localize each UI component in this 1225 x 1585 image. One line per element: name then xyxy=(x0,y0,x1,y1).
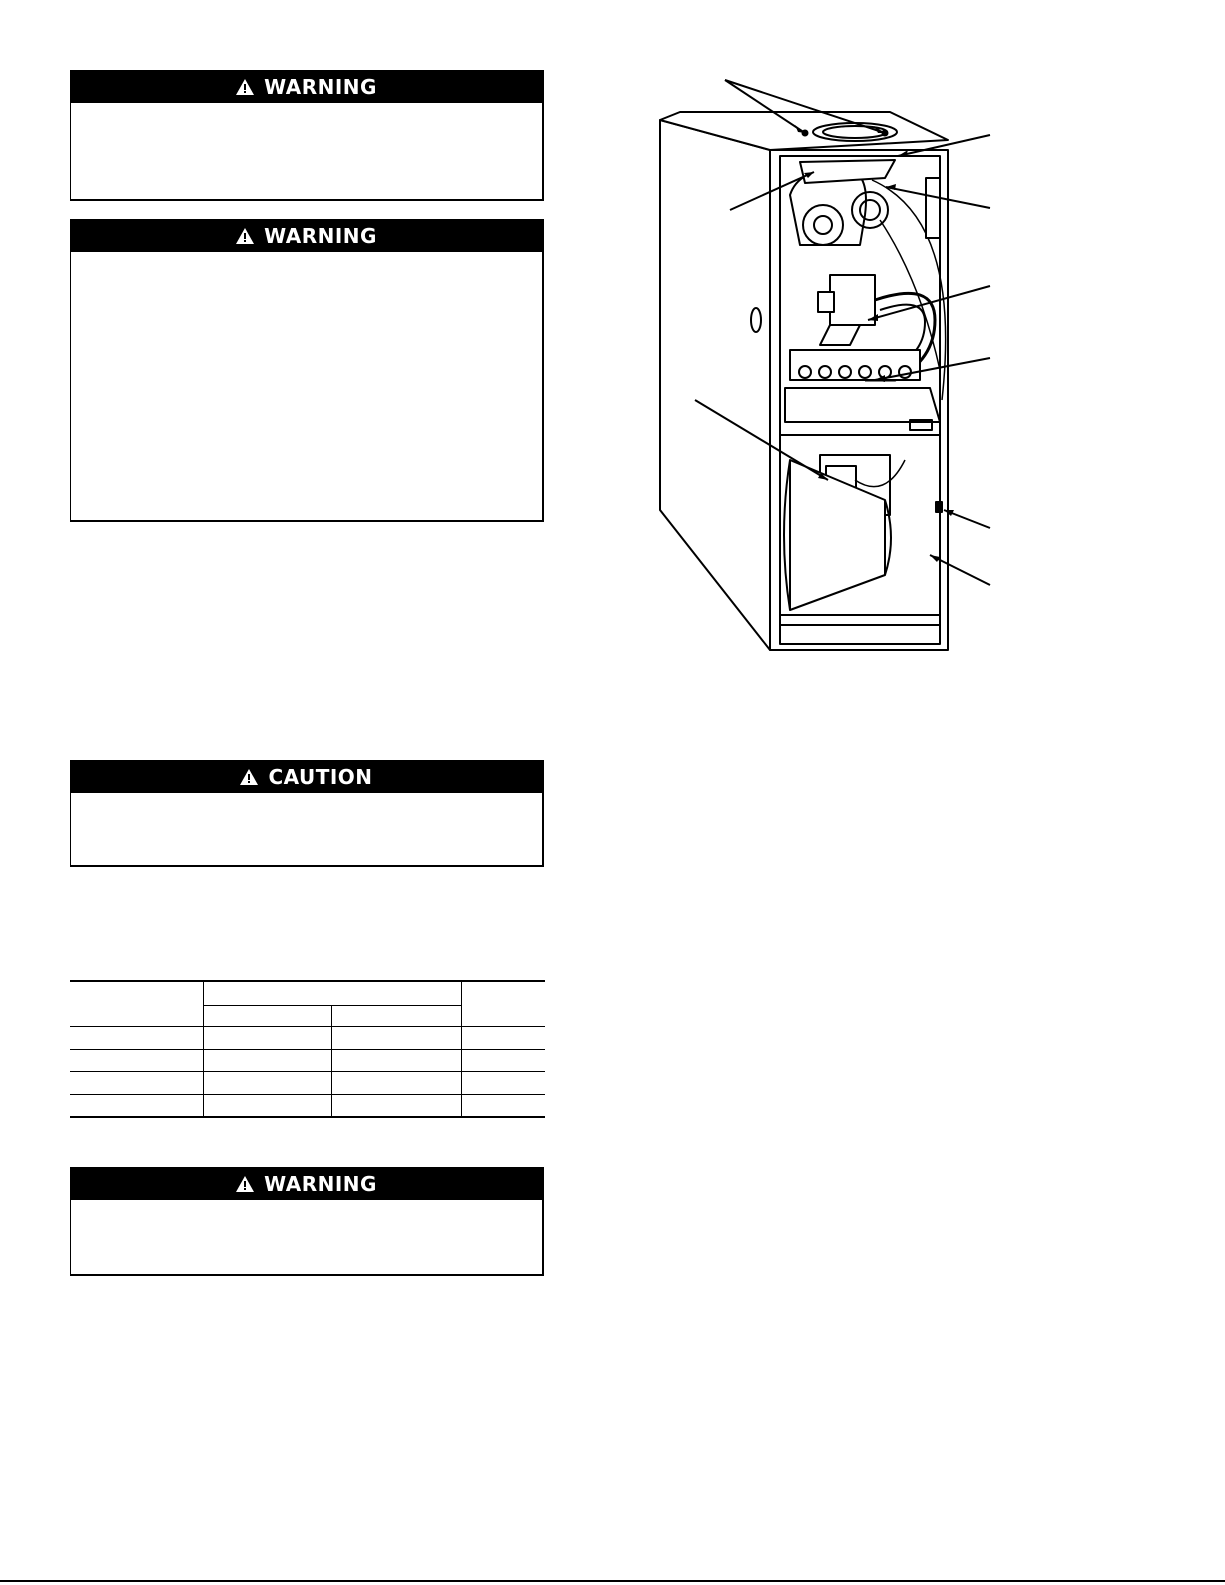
warning-triangle-icon xyxy=(236,1176,254,1192)
warning-box-3 xyxy=(70,1167,544,1276)
warning-heading: WARNING xyxy=(264,224,377,248)
table-subheader-rule xyxy=(203,1005,461,1006)
table-header-rule xyxy=(70,1026,545,1027)
table-col-divider xyxy=(331,1005,332,1117)
warning-header xyxy=(71,220,542,252)
furnace-illustration xyxy=(640,70,1010,660)
table-top-rule xyxy=(70,980,545,982)
footer-rule xyxy=(0,1580,1225,1582)
table-col-divider xyxy=(203,980,204,1117)
warning-triangle-icon xyxy=(236,79,254,95)
warning-triangle-icon xyxy=(240,769,258,785)
table-row-rule xyxy=(70,1049,545,1050)
warning-heading: WARNING xyxy=(264,75,377,99)
table-bottom-rule xyxy=(70,1116,545,1118)
caution-heading: CAUTION xyxy=(268,765,373,789)
table-col-divider xyxy=(461,980,462,1117)
warning-heading: WARNING xyxy=(264,1172,377,1196)
warning-triangle-icon xyxy=(236,228,254,244)
spec-table xyxy=(70,980,545,1118)
table-row-rule xyxy=(70,1071,545,1072)
warning-box-1 xyxy=(70,70,544,201)
warning-box-2 xyxy=(70,219,544,522)
table-row-rule xyxy=(70,1094,545,1095)
caution-box xyxy=(70,760,544,867)
warning-header xyxy=(71,71,542,103)
warning-header xyxy=(71,1168,542,1200)
caution-header xyxy=(71,761,542,793)
